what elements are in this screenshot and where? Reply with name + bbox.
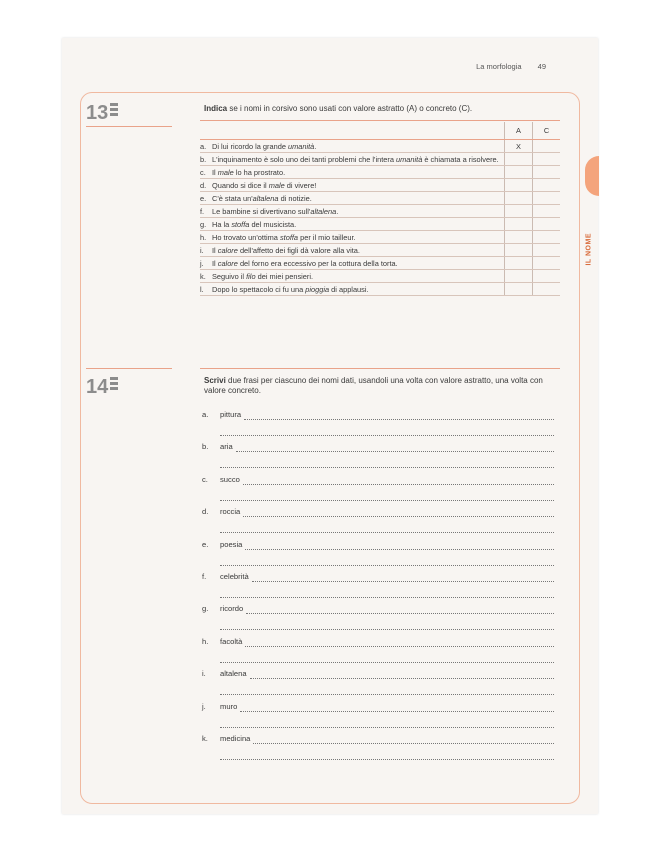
exercise-number: 14 xyxy=(86,376,109,398)
item-letter: b. xyxy=(202,442,209,452)
item-letter: k. xyxy=(202,734,208,743)
item-letter: f. xyxy=(202,572,207,581)
sentence-start: Il xyxy=(212,246,218,255)
sentence-cell xyxy=(200,179,505,192)
answer-line-concrete[interactable] xyxy=(220,629,554,630)
exercise-14-number xyxy=(86,376,118,399)
table-row xyxy=(200,257,560,270)
answer-a-cell[interactable] xyxy=(505,166,533,179)
textbook-page xyxy=(62,38,598,814)
table-row xyxy=(200,270,560,283)
row-letter: b. xyxy=(200,155,207,164)
sentence-end: è chiamata a risolvere. xyxy=(422,155,499,164)
row-letter: k. xyxy=(200,272,206,281)
table-row xyxy=(200,283,560,296)
answer-a-cell[interactable]: X xyxy=(505,140,533,153)
item-letter: d. xyxy=(202,507,209,517)
sentence-start: Ho trovato un'ottima xyxy=(212,233,280,242)
list-item xyxy=(202,604,243,613)
sentence-end: . xyxy=(314,142,317,151)
answer-line-abstract[interactable] xyxy=(250,678,554,679)
answer-a-cell[interactable] xyxy=(505,153,533,166)
sentence-end: dell'affetto dei figli dà valore alla vita. xyxy=(237,246,360,255)
italic-noun: stoffa xyxy=(279,233,299,242)
list-item xyxy=(202,442,233,451)
list-item xyxy=(202,734,250,743)
item-letter: h. xyxy=(202,636,209,646)
sentence-start: L'inquinamento è solo uno dei tanti problemi che l'intera xyxy=(212,155,397,164)
sentence-cell xyxy=(200,283,505,296)
italic-noun: filo xyxy=(246,272,256,281)
list-item xyxy=(202,475,240,484)
answer-line-abstract[interactable] xyxy=(253,743,554,744)
list-item xyxy=(202,540,242,549)
sentence-cell xyxy=(200,257,505,270)
answer-line-concrete[interactable] xyxy=(220,759,554,760)
answer-line-concrete[interactable] xyxy=(220,597,554,598)
sentence-start: Quando si dice il xyxy=(212,181,269,190)
sentence-start: Seguivo il xyxy=(212,272,247,281)
sentence-cell xyxy=(200,218,505,231)
instruction-verb: Indica xyxy=(204,104,228,113)
answer-a-cell[interactable] xyxy=(505,270,533,283)
sentence-end: dei miei pensieri. xyxy=(255,272,314,281)
table-row xyxy=(200,140,560,153)
table-row xyxy=(200,218,560,231)
item-letter: e. xyxy=(202,539,209,549)
italic-noun: calore xyxy=(217,246,238,255)
answer-line-abstract[interactable] xyxy=(252,581,554,582)
difficulty-icon xyxy=(110,377,118,391)
column-header-a: A xyxy=(505,122,533,140)
answer-line-abstract[interactable] xyxy=(243,516,554,517)
table-row xyxy=(200,179,560,192)
exercise-13-number xyxy=(86,102,118,125)
list-item xyxy=(202,669,247,678)
answer-a-cell[interactable] xyxy=(505,179,533,192)
table-row xyxy=(200,153,560,166)
sentence-end: lo ha prostrato. xyxy=(233,168,286,177)
item-letter: c. xyxy=(202,474,208,484)
item-word: roccia xyxy=(220,507,241,517)
instruction-text: due frasi per ciascuno dei nomi dati, usandoli una volta con valore astratto, una volta con valore concreto. xyxy=(204,376,543,395)
item-word: facoltà xyxy=(220,636,243,646)
sentence-cell xyxy=(200,205,505,218)
answer-c-cell[interactable] xyxy=(533,231,561,244)
row-letter: d. xyxy=(200,181,207,190)
sentence-start: Il xyxy=(212,168,218,177)
sentence-end: per il mio tailleur. xyxy=(298,233,356,242)
row-letter: l. xyxy=(200,285,204,294)
answer-c-cell[interactable] xyxy=(533,179,561,192)
answer-c-cell[interactable] xyxy=(533,192,561,205)
answer-line-concrete[interactable] xyxy=(220,467,554,468)
page-header xyxy=(476,62,546,71)
item-word: altalena xyxy=(220,669,247,679)
sentence-start: Ha la xyxy=(212,220,232,229)
row-letter: a. xyxy=(200,142,207,151)
difficulty-icon xyxy=(110,103,118,117)
sentence-start: Le bambine si divertivano sull' xyxy=(212,207,311,216)
exercise-13-instruction xyxy=(204,104,564,114)
italic-noun: calore xyxy=(217,259,238,268)
answer-line-abstract[interactable] xyxy=(245,549,554,550)
answer-a-cell[interactable] xyxy=(505,192,533,205)
item-letter: j. xyxy=(202,701,206,711)
section-title: La morfologia xyxy=(476,62,522,71)
italic-noun: umanità xyxy=(288,142,315,151)
answer-line-abstract[interactable] xyxy=(243,484,554,485)
answer-a-cell[interactable] xyxy=(505,231,533,244)
item-word: celebrità xyxy=(220,572,249,581)
sentence-start: Dopo lo spettacolo ci fu una xyxy=(212,285,306,294)
sentence-cell xyxy=(200,153,505,166)
chapter-tab xyxy=(585,156,599,196)
sentence-end: . xyxy=(336,207,339,216)
italic-noun: male xyxy=(217,168,234,177)
row-letter: c. xyxy=(200,168,206,177)
table-row xyxy=(200,166,560,179)
sentence-cell xyxy=(200,270,505,283)
answer-c-cell[interactable] xyxy=(533,257,561,270)
answer-a-cell[interactable] xyxy=(505,244,533,257)
item-word: pittura xyxy=(220,410,242,419)
list-item xyxy=(202,637,242,646)
exercise-number: 13 xyxy=(86,102,109,124)
table-row xyxy=(200,205,560,218)
sentence-end: di applausi. xyxy=(329,285,369,294)
italic-noun: altalena xyxy=(310,207,337,216)
answer-c-cell[interactable] xyxy=(533,166,561,179)
answer-line-concrete[interactable] xyxy=(220,532,554,533)
chapter-label: IL NOME xyxy=(586,233,593,266)
item-word: aria xyxy=(220,442,233,452)
sentence-cell xyxy=(200,140,505,153)
answer-line-abstract[interactable] xyxy=(246,613,554,614)
column-header-c: C xyxy=(533,122,561,140)
answer-c-cell[interactable] xyxy=(533,140,561,153)
sentence-end: del forno era eccessivo per la cottura della torta. xyxy=(237,259,398,268)
sentence-cell xyxy=(200,166,505,179)
answer-c-cell[interactable] xyxy=(533,283,561,296)
row-letter: j. xyxy=(200,259,204,268)
answer-line-concrete[interactable] xyxy=(220,565,554,566)
answer-line-concrete[interactable] xyxy=(220,435,554,436)
row-letter: f. xyxy=(200,207,205,216)
answer-line-concrete[interactable] xyxy=(220,727,554,728)
answer-a-cell[interactable] xyxy=(505,257,533,270)
answer-a-cell[interactable] xyxy=(505,283,533,296)
answer-c-cell[interactable] xyxy=(533,270,561,283)
italic-noun: altalena xyxy=(252,194,279,203)
italic-noun: umanità xyxy=(396,155,423,164)
divider xyxy=(200,120,560,121)
instruction-text: se i nomi in corsivo sono usati con valore astratto (A) o concreto (C). xyxy=(227,104,473,113)
item-word: medicina xyxy=(220,734,251,743)
answer-line-abstract[interactable] xyxy=(240,711,554,712)
answer-a-cell[interactable] xyxy=(505,205,533,218)
divider xyxy=(86,368,172,369)
row-letter: h. xyxy=(200,233,207,242)
item-letter: i. xyxy=(202,669,206,679)
sentence-end: di vivere! xyxy=(284,181,317,190)
sentence-start: Il xyxy=(212,259,218,268)
exercise-13-table xyxy=(200,122,560,296)
list-item xyxy=(202,572,249,581)
answer-line-abstract[interactable] xyxy=(236,451,554,452)
table-row xyxy=(200,244,560,257)
item-word: poesia xyxy=(220,539,243,549)
answer-c-cell[interactable] xyxy=(533,153,561,166)
list-item xyxy=(202,410,241,419)
answer-c-cell[interactable] xyxy=(533,244,561,257)
row-letter: e. xyxy=(200,194,207,203)
sentence-cell xyxy=(200,231,505,244)
item-word: ricordo xyxy=(220,604,244,614)
row-letter: i. xyxy=(200,246,204,255)
answer-line-concrete[interactable] xyxy=(220,500,554,501)
answer-line-concrete[interactable] xyxy=(220,694,554,695)
item-letter: g. xyxy=(202,604,209,614)
row-letter: g. xyxy=(200,220,207,229)
answer-line-abstract[interactable] xyxy=(245,646,554,647)
answer-line-abstract[interactable] xyxy=(244,419,554,420)
item-letter: a. xyxy=(202,410,209,419)
italic-noun: stoffa xyxy=(231,220,250,229)
list-item xyxy=(202,507,240,516)
answer-c-cell[interactable] xyxy=(533,205,561,218)
sentence-cell xyxy=(200,244,505,257)
answer-c-cell[interactable] xyxy=(533,218,561,231)
sentence-end: del musicista. xyxy=(249,220,297,229)
divider xyxy=(86,126,172,127)
instruction-verb: Scrivi xyxy=(204,376,226,385)
item-word: muro xyxy=(220,701,238,711)
page-number: 49 xyxy=(537,62,546,71)
italic-noun: pioggia xyxy=(305,285,330,294)
answer-line-concrete[interactable] xyxy=(220,662,554,663)
answer-a-cell[interactable] xyxy=(505,218,533,231)
sentence-end: di notizie. xyxy=(278,194,312,203)
italic-noun: male xyxy=(268,181,285,190)
table-row xyxy=(200,192,560,205)
table-row xyxy=(200,231,560,244)
divider xyxy=(200,368,560,369)
item-word: succo xyxy=(220,474,240,484)
exercise-14-instruction xyxy=(204,376,566,396)
sentence-start: Di lui ricordo la grande xyxy=(212,142,288,151)
sentence-cell xyxy=(200,192,505,205)
list-item xyxy=(202,702,237,711)
sentence-start: C'è stata un' xyxy=(212,194,253,203)
